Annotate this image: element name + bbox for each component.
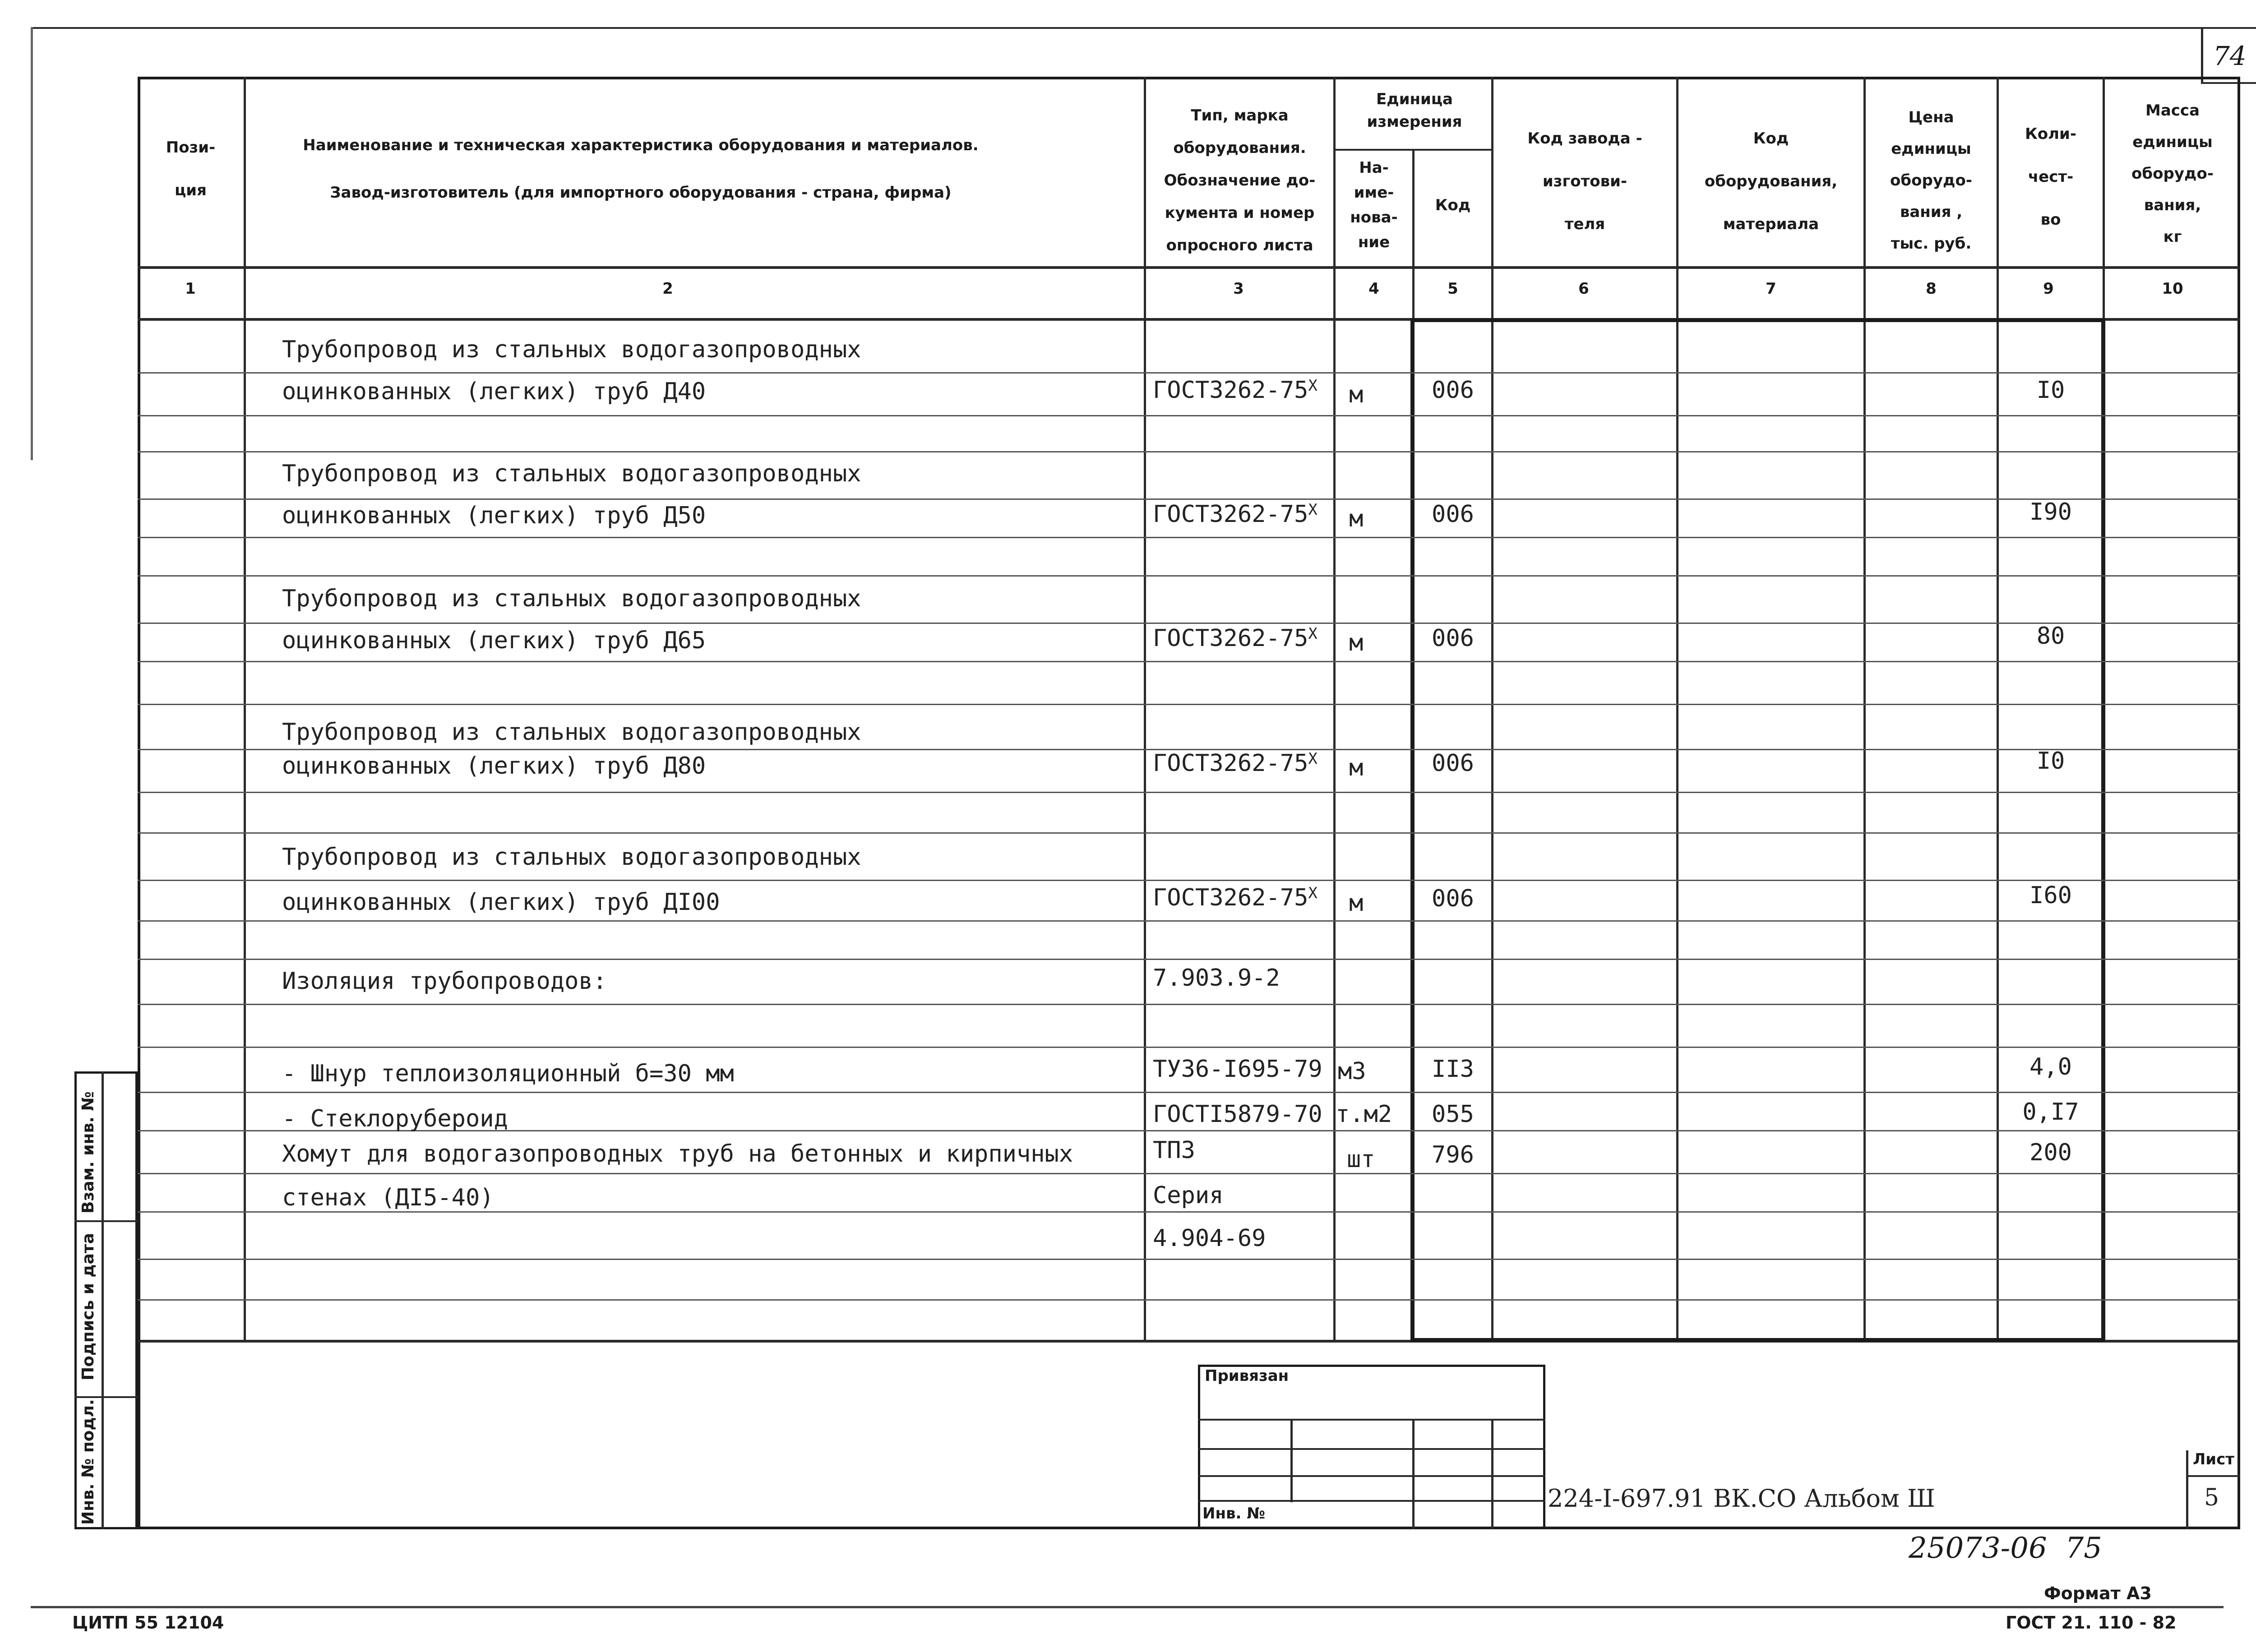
header-col10-l3: оборудо- <box>2131 165 2214 183</box>
header-col6-l2: изготови- <box>1542 172 1627 190</box>
row-line-10 <box>138 792 2240 793</box>
row-line-3 <box>138 498 2240 500</box>
row-4-name: Трубопровод из стальных водогазопроводных <box>282 585 861 612</box>
handwritten-code: 25073-06 75 <box>1909 1532 2102 1565</box>
row-line-11 <box>138 832 2240 834</box>
header-col3 <box>1148 99 1331 262</box>
row-1-doc-text: ГОСТ3262-75 <box>1153 377 1308 404</box>
page-box-left <box>2201 27 2203 83</box>
row-3-doc <box>1153 501 1318 528</box>
colnum-2: 2 <box>662 280 673 298</box>
col-sep-3 <box>1333 77 1336 1342</box>
row-5-doc <box>1153 625 1318 652</box>
header-col10-l1: Масса <box>2145 102 2200 120</box>
row-line-6 <box>138 623 2240 624</box>
side-label-inv: Инв. № подл. <box>79 1399 97 1525</box>
row-12-code: 055 <box>1432 1101 1474 1128</box>
stamp-designation: 224-I-697.91 ВК.СО Альбом Ш <box>1548 1484 1935 1513</box>
row-3-name: оцинкованных (легких) труб Д50 <box>282 502 706 529</box>
row-line-21 <box>138 1259 2240 1260</box>
row-9-doc-sup: Х <box>1308 884 1318 902</box>
row-10-doc: 7.903.9-2 <box>1153 964 1280 992</box>
header-col10-l2: единицы <box>2132 133 2213 151</box>
header-col10-l4: вания, <box>2144 196 2201 214</box>
page-number-top: 74 <box>2213 41 2247 71</box>
row-9-code: 006 <box>1432 885 1474 912</box>
side-strip-sep-1 <box>74 1220 138 1222</box>
row-line-7 <box>138 661 2240 662</box>
col-sep-1 <box>244 77 246 1342</box>
colnum-3: 3 <box>1233 280 1244 298</box>
header-col6-l3: теля <box>1564 215 1605 233</box>
header-col1-l2: ция <box>175 181 207 199</box>
header-col7-l3: материала <box>1723 215 1819 233</box>
row-3-doc-text: ГОСТ3262-75 <box>1153 501 1308 528</box>
row-9-unit: м <box>1349 890 1364 917</box>
header-col4-l4: ние <box>1358 233 1390 251</box>
row-11-unit: м3 <box>1338 1058 1366 1085</box>
sheet-box-divider <box>2186 1475 2240 1477</box>
row-9-name: оцинкованных (легких) труб ДI00 <box>282 889 720 916</box>
row-12-name: - Стеклорубероид <box>282 1105 508 1132</box>
row-7-qty: I0 <box>2036 748 2065 775</box>
row-7-code: 006 <box>1432 750 1474 777</box>
row-13-code: 796 <box>1432 1141 1474 1168</box>
header-col4-l2: име- <box>1354 184 1394 202</box>
header-col7-l1: Код <box>1753 129 1789 148</box>
row-line-1 <box>138 415 2240 416</box>
row-line-22 <box>138 1299 2240 1301</box>
header-unit-group <box>1336 88 1493 133</box>
sheet-label: Лист <box>2193 1450 2234 1468</box>
row-line-2 <box>138 451 2240 452</box>
stamp-vline-1 <box>1290 1419 1293 1502</box>
header-bottom-line <box>138 266 2240 269</box>
row-12-doc: ГОСТI5879-70 <box>1153 1101 1322 1128</box>
stamp-privyazan: Привязан <box>1205 1367 1289 1385</box>
frame-top-line <box>31 27 2256 29</box>
header-col6 <box>1493 117 1676 246</box>
header-col8-l2: единицы <box>1891 140 1971 158</box>
header-col2 <box>253 122 1137 217</box>
header-col3-l3: Обозначение до- <box>1164 171 1316 189</box>
row-1-code: 006 <box>1432 377 1474 404</box>
colnum-9: 9 <box>2043 280 2054 298</box>
header-col6-l1: Код завода - <box>1527 129 1642 148</box>
colnum-5: 5 <box>1447 280 1458 298</box>
row-12-qty: 0,I7 <box>2022 1098 2079 1126</box>
row-1-doc <box>1153 377 1318 404</box>
row-14-doc: Серия <box>1153 1182 1224 1209</box>
row-11-name: - Шнур теплоизоляционный б=30 мм <box>282 1060 734 1087</box>
row-12-unit: т.м2 <box>1336 1101 1392 1128</box>
header-col7 <box>1678 117 1863 246</box>
frame-left-line <box>31 27 33 460</box>
header-unit-l2: измерения <box>1367 113 1462 131</box>
header-col5: Код <box>1435 196 1471 214</box>
stamp-vline-2 <box>1412 1419 1415 1529</box>
header-unit-l1: Единица <box>1376 90 1453 108</box>
row-line-19 <box>138 1173 2240 1174</box>
row-9-doc-text: ГОСТ3262-75 <box>1153 884 1308 911</box>
header-col1 <box>138 126 244 212</box>
header-col10 <box>2105 95 2240 253</box>
colnum-8: 8 <box>1926 280 1937 298</box>
colnum-10: 10 <box>2162 280 2183 298</box>
stamp-inv: Инв. № <box>1202 1504 1266 1523</box>
row-7-unit: м <box>1349 754 1364 781</box>
row-3-unit: м <box>1349 505 1364 532</box>
row-line-14 <box>138 959 2240 960</box>
header-col8-l5: тыс. руб. <box>1891 235 1972 253</box>
row-line-20 <box>138 1211 2240 1213</box>
row-7-name: оцинкованных (легких) труб Д80 <box>282 752 706 780</box>
row-11-qty: 4,0 <box>2029 1053 2072 1080</box>
row-9-qty: I60 <box>2029 882 2072 909</box>
header-col4-l1: На- <box>1359 159 1389 177</box>
row-5-unit: м <box>1349 629 1364 656</box>
header-col1-l1: Пози- <box>166 138 216 157</box>
side-label-podpis: Подпись и дата <box>79 1233 97 1380</box>
row-7-doc <box>1153 750 1318 777</box>
row-13-unit: шт <box>1347 1146 1375 1173</box>
row-5-code: 006 <box>1432 625 1474 652</box>
format-label: Формат A3 <box>2044 1583 2152 1603</box>
header-col3-l1: Тип, марка <box>1191 106 1289 125</box>
row-5-name: оцинкованных (легких) труб Д65 <box>282 627 706 654</box>
row-line-4 <box>138 537 2240 538</box>
header-col2-l2: Завод-изготовитель (для импортного оборудования - страна, фирма) <box>330 184 952 202</box>
header-col10-l5: кг <box>2163 228 2182 246</box>
row-13-qty: 200 <box>2029 1139 2072 1166</box>
row-14-name: стенах (ДI5-40) <box>282 1184 494 1211</box>
row-10-name: Изоляция трубопроводов: <box>282 968 607 995</box>
row-9-doc <box>1153 884 1318 911</box>
row-13-doc: ТПЗ <box>1153 1137 1195 1164</box>
header-col3-l4: кумента и номер <box>1165 204 1315 222</box>
row-11-doc: ТУ36-I695-79 <box>1153 1056 1322 1083</box>
row-line-15 <box>138 1004 2240 1005</box>
row-line-13 <box>138 920 2240 922</box>
row-7-doc-text: ГОСТ3262-75 <box>1153 750 1308 777</box>
colnum-4: 4 <box>1368 280 1379 298</box>
header-col8-l1: Цена <box>1908 108 1954 126</box>
row-11-code: II3 <box>1432 1056 1474 1083</box>
row-line-8 <box>138 704 2240 705</box>
bold-region <box>1410 318 2105 1342</box>
header-col8-l3: оборудо- <box>1890 171 1972 189</box>
side-strip-divider <box>102 1071 104 1529</box>
row-6-name: Трубопровод из стальных водогазопроводных <box>282 719 861 746</box>
header-col9 <box>1999 113 2103 241</box>
col-sep-2 <box>1144 77 1146 1342</box>
row-1-unit: м <box>1349 381 1364 408</box>
header-col9-l3: во <box>2040 211 2061 229</box>
row-line-12 <box>138 880 2240 881</box>
footer-line <box>31 1606 2224 1608</box>
row-line-17 <box>138 1092 2240 1093</box>
row-2-name: Трубопровод из стальных водогазопроводных <box>282 460 861 487</box>
header-col4-l3: нова- <box>1350 208 1398 226</box>
row-line-0 <box>138 372 2240 374</box>
row-0-name: Трубопровод из стальных водогазопроводных <box>282 336 861 363</box>
row-5-qty: 80 <box>2036 623 2065 650</box>
side-strip-sep-2 <box>74 1396 138 1398</box>
header-col3-l2: оборудования. <box>1173 139 1306 157</box>
colnum-6: 6 <box>1578 280 1589 298</box>
row-3-code: 006 <box>1432 501 1474 528</box>
header-col8 <box>1866 102 1997 259</box>
row-3-qty: I90 <box>2029 498 2072 526</box>
row-5-doc-sup: Х <box>1308 625 1318 643</box>
colnum-7: 7 <box>1766 280 1776 298</box>
row-8-name: Трубопровод из стальных водогазопроводных <box>282 844 861 871</box>
row-line-5 <box>138 575 2240 577</box>
row-5-doc-text: ГОСТ3262-75 <box>1153 625 1308 652</box>
row-1-doc-sup: Х <box>1308 377 1318 395</box>
footer-right: ГОСТ 21. 110 - 82 <box>2006 1613 2177 1633</box>
row-3-doc-sup: Х <box>1308 501 1318 519</box>
header-col8-l4: вания , <box>1900 203 1963 221</box>
sheet-box-left <box>2186 1450 2188 1529</box>
row-1-name: оцинкованных (легких) труб Д40 <box>282 378 706 405</box>
header-col2-l1: Наименование и техническая характеристика оборудования и материалов. <box>303 136 979 154</box>
header-col4 <box>1336 156 1412 255</box>
header-col7-l2: оборудования, <box>1704 172 1838 190</box>
stamp-vline-3 <box>1491 1419 1493 1529</box>
row-7-doc-sup: Х <box>1308 750 1318 768</box>
side-label-vzam: Взам. инв. № <box>79 1091 97 1214</box>
footer-left: ЦИТП 55 12104 <box>72 1613 224 1633</box>
row-line-16 <box>138 1047 2240 1048</box>
row-1-qty: I0 <box>2036 377 2065 404</box>
header-col9-l1: Коли- <box>2025 125 2076 143</box>
header-col9-l2: чест- <box>2028 168 2074 186</box>
sheet-number: 5 <box>2204 1484 2219 1511</box>
header-col3-l5: опросного листа <box>1166 236 1313 254</box>
colnum-1: 1 <box>185 280 196 298</box>
row-15-doc: 4.904-69 <box>1153 1225 1266 1252</box>
row-13-name: Хомут для водогазопроводных труб на бетонных и кирпичных <box>282 1140 1073 1167</box>
